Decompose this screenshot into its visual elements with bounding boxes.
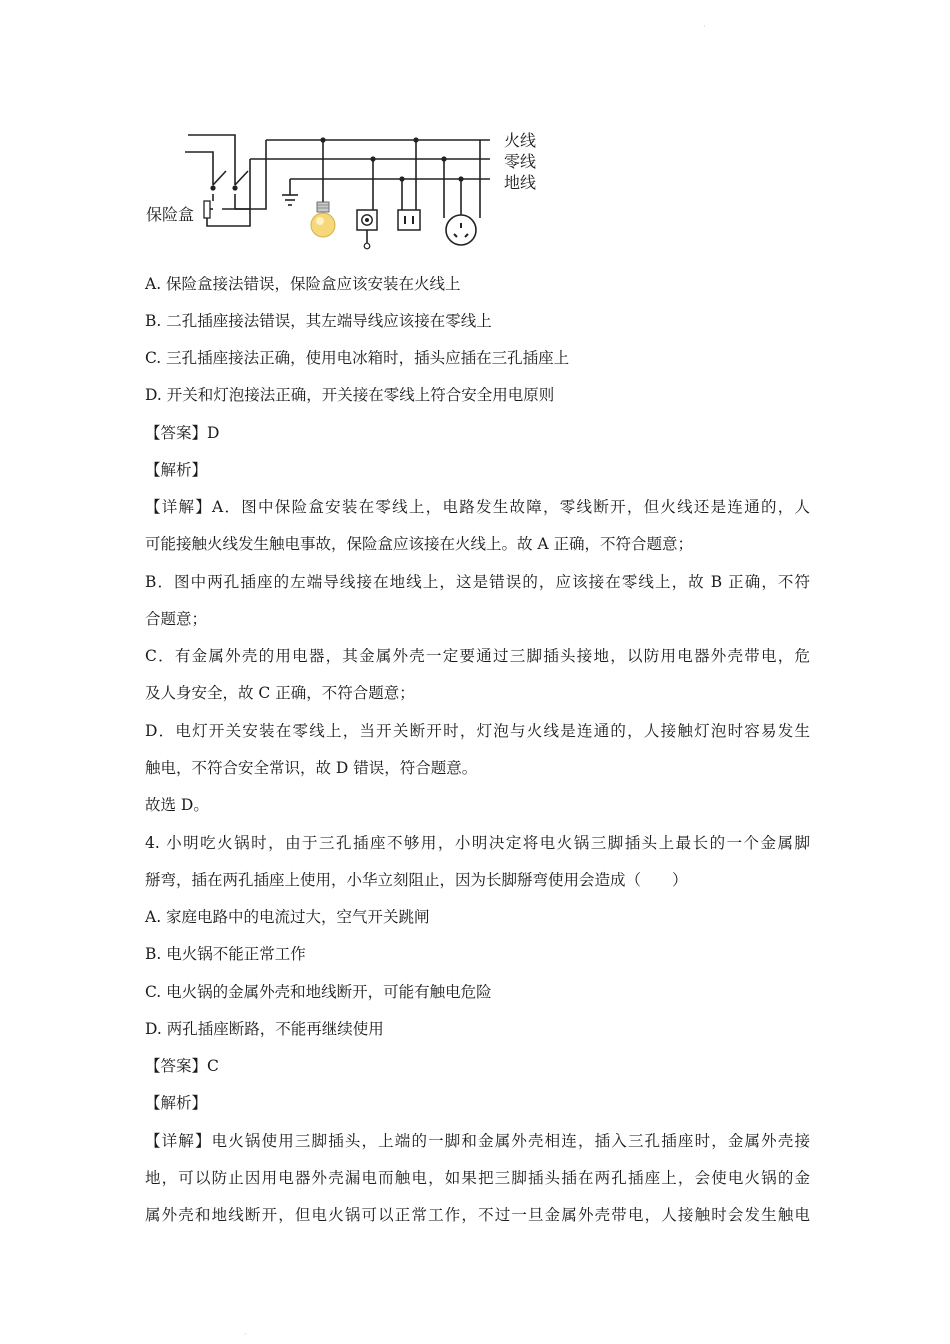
q3-detail-a-line2: 可能接触火线发生触电事故，保险盒应该接在火线上。故 A 正确，不符合题意； <box>145 535 694 553</box>
three-hole-socket-icon <box>446 215 476 245</box>
q3-option-a: A. 保险盒接法错误，保险盒应该安装在火线上 <box>145 275 461 293</box>
q3-detail-a-line1: 【详解】A．图中保险盒安装在零线上，电路发生故障，零线断开，但火线还是连通的，人 <box>145 498 810 516</box>
two-hole-socket-icon <box>398 210 420 230</box>
q4-answer: 【答案】C <box>145 1057 219 1075</box>
q3-detail-c-line2: 及人身安全，故 C 正确，不符合题意； <box>145 684 415 702</box>
q3-analysis-heading: 【解析】 <box>145 461 208 479</box>
q3-conclusion: 故选 D。 <box>145 796 209 814</box>
fire-line-label: 火线 <box>504 131 537 150</box>
ground-line-label: 地线 <box>504 173 537 192</box>
page-dot-bottom: · <box>244 1330 247 1339</box>
q4-option-d: D. 两孔插座断路，不能再继续使用 <box>145 1020 384 1038</box>
q4-stem-line2: 掰弯，插在两孔插座上使用，小华立刻阻止，因为长脚掰弯使用会造成（ ） <box>145 871 688 889</box>
q3-detail-d-line2: 触电，不符合安全常识，故 D 错误，符合题意。 <box>145 759 478 777</box>
q3-detail-b-line1: B．图中两孔插座的左端导线接在地线上，这是错误的，应该接在零线上，故 B 正确，不符 <box>145 573 810 591</box>
q4-detail-line3: 属外壳和地线断开，但电火锅可以正常工作，不过一旦金属外壳带电，人接触时会发生触电 <box>145 1206 810 1224</box>
circuit-diagram <box>140 122 560 252</box>
zero-line-label: 零线 <box>504 152 537 171</box>
circuit-svg <box>140 122 560 252</box>
q4-analysis-heading: 【解析】 <box>145 1094 208 1112</box>
lamp-icon <box>311 202 335 237</box>
q3-option-d: D. 开关和灯泡接法正确，开关接在零线上符合安全用电原则 <box>145 386 555 404</box>
fuse-box-label: 保险盒 <box>146 205 195 224</box>
wall-switch-icon <box>357 210 377 230</box>
q3-detail-c-line1: C．有金属外壳的用电器，其金属外壳一定要通过三脚插头接地，以防用电器外壳带电，危 <box>145 647 810 665</box>
q4-detail-line1: 【详解】电火锅使用三脚插头，上端的一脚和金属外壳相连，插入三孔插座时，金属外壳接 <box>145 1132 810 1150</box>
q4-detail-line2: 地，可以防止因用电器外壳漏电而触电，如果把三脚插头插在两孔插座上，会使电火锅的金 <box>145 1169 810 1187</box>
q3-option-c: C. 三孔插座接法正确，使用电冰箱时，插头应插在三孔插座上 <box>145 349 570 367</box>
q4-option-b: B. 电火锅不能正常工作 <box>145 945 306 963</box>
q3-answer: 【答案】D <box>145 424 220 442</box>
q4-option-c: C. 电火锅的金属外壳和地线断开，可能有触电危险 <box>145 983 492 1001</box>
fuse-box <box>204 201 210 218</box>
page-dot: · <box>703 22 706 31</box>
q4-stem-line1: 4. 小明吃火锅时，由于三孔插座不够用，小明决定将电火锅三脚插头上最长的一个金属脚 <box>145 834 810 852</box>
q3-detail-d-line1: D．电灯开关安装在零线上，当开关断开时，灯泡与火线是连通的，人接触灯泡时容易发生 <box>145 722 810 740</box>
q4-option-a: A. 家庭电路中的电流过大，空气开关跳闸 <box>145 908 430 926</box>
q3-option-b: B. 二孔插座接法错误，其左端导线应该接在零线上 <box>145 312 492 330</box>
q3-detail-b-line2: 合题意； <box>145 610 208 628</box>
